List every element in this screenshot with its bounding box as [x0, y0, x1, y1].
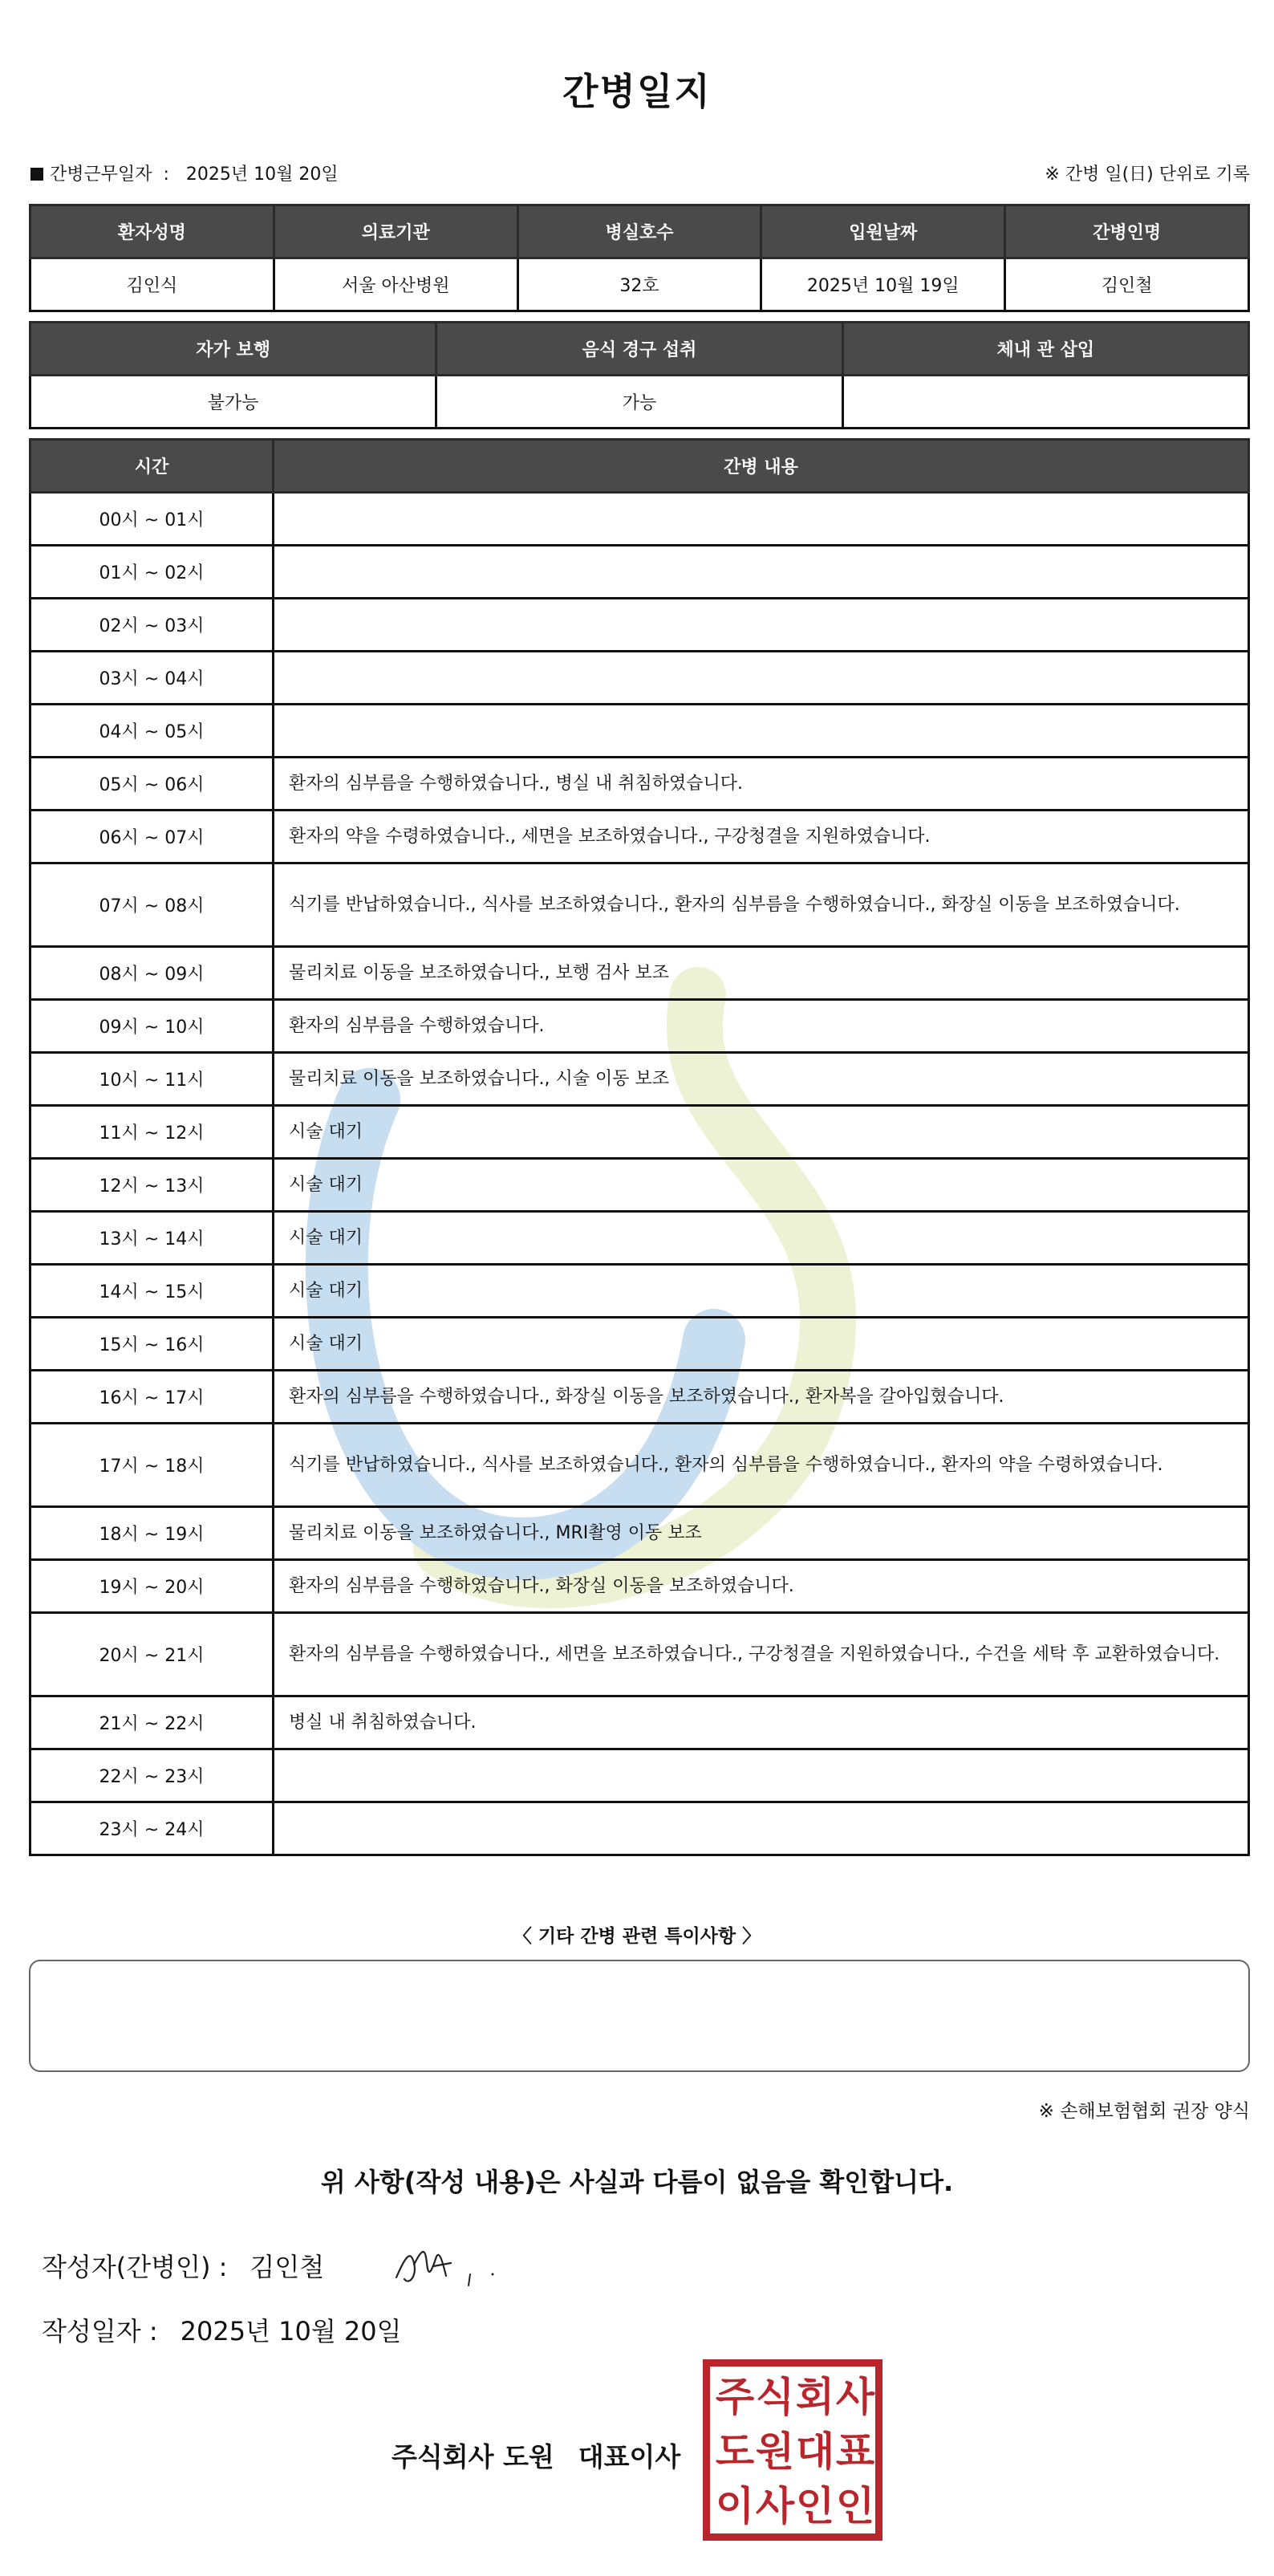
header-care-content: 간병 내용 [274, 440, 1249, 493]
schedule-row [30, 758, 1249, 811]
seal-characters [715, 2370, 875, 2533]
schedule-content: 물리치료 이동을 보조하였습니다., MRI촬영 이동 보조 [274, 1507, 1249, 1560]
header-caregiver-name: 간병인명 [1005, 205, 1249, 258]
schedule-content [274, 1802, 1249, 1855]
meta-row [30, 160, 1250, 188]
schedule-time: 02시 ~ 03시 [30, 599, 274, 652]
patient-name: 김인식 [30, 258, 274, 311]
seal-character: 원 [755, 2428, 795, 2475]
notes-title: 〈 기타 간병 관련 특이사항 〉 [513, 1926, 761, 1947]
schedule-time: 23시 ~ 24시 [30, 1802, 274, 1855]
schedule-row [30, 1696, 1249, 1749]
header-room: 병실호수 [517, 205, 761, 258]
hospital-name: 서울 아산병원 [274, 258, 517, 311]
schedule-content: 환자의 약을 수령하였습니다., 세면을 보조하였습니다., 구강청결을 지원하였습니다. [274, 811, 1249, 863]
status-header-row [30, 323, 1249, 376]
schedule-content: 식기를 반납하였습니다., 식사를 보조하였습니다., 환자의 심부름을 수행하였습니다., 환자의 약을 수령하였습니다. [274, 1424, 1249, 1507]
write-date-value: 2025년 10월 20일 [180, 2316, 402, 2346]
header-oral-intake: 음식 경구 섭취 [436, 323, 842, 376]
schedule-time: 07시 ~ 08시 [30, 863, 274, 947]
schedule-row [30, 1507, 1249, 1560]
writer-label: 작성자(간병인) : [42, 2252, 228, 2282]
seal-character: 사 [755, 2483, 795, 2529]
schedule-time: 19시 ~ 20시 [30, 1560, 274, 1613]
schedule-row [30, 1560, 1249, 1613]
schedule-row [30, 1802, 1249, 1855]
seal-character: 도 [715, 2428, 755, 2475]
schedule-content: 환자의 심부름을 수행하였습니다., 화장실 이동을 보조하였습니다. [274, 1560, 1249, 1613]
schedule-time: 15시 ~ 16시 [30, 1318, 274, 1371]
seal-character: 주 [715, 2374, 755, 2420]
header-patient-name: 환자성명 [30, 205, 274, 258]
patient-info-value-row [30, 258, 1249, 311]
schedule-time: 00시 ~ 01시 [30, 493, 274, 546]
ceo-title: 대표이사 [578, 2441, 681, 2472]
schedule-time: 06시 ~ 07시 [30, 811, 274, 863]
schedule-time: 20시 ~ 21시 [30, 1613, 274, 1696]
schedule-row [30, 1749, 1249, 1802]
schedule-time: 14시 ~ 15시 [30, 1265, 274, 1318]
header-time: 시간 [30, 440, 274, 493]
schedule-row [30, 493, 1249, 546]
document-title: 간병일지 [562, 70, 712, 113]
admission-date: 2025년 10월 19일 [761, 258, 1005, 311]
schedule-content: 시술 대기 [274, 1106, 1249, 1159]
schedule-content: 시술 대기 [274, 1159, 1249, 1212]
header-admission-date: 입원날짜 [761, 205, 1005, 258]
seal-character: 대 [795, 2428, 835, 2475]
header-self-walking: 자가 보행 [30, 323, 436, 376]
status-info-table [29, 321, 1250, 429]
schedule-time: 16시 ~ 17시 [30, 1371, 274, 1424]
status-value-row [30, 376, 1249, 429]
schedule-content: 물리치료 이동을 보조하였습니다., 보행 검사 보조 [274, 947, 1249, 1000]
caregiver-name: 김인철 [1005, 258, 1249, 311]
schedule-time: 18시 ~ 19시 [30, 1507, 274, 1560]
schedule-time: 17시 ~ 18시 [30, 1424, 274, 1507]
company-signature [392, 2436, 680, 2474]
schedule-time: 13시 ~ 14시 [30, 1212, 274, 1265]
schedule-content: 시술 대기 [274, 1212, 1249, 1265]
square-bullet-icon [30, 168, 43, 181]
schedule-row [30, 1265, 1249, 1318]
handwritten-signature [390, 2239, 510, 2295]
schedule-content: 환자의 심부름을 수행하였습니다., 병실 내 취침하였습니다. [274, 758, 1249, 811]
writer-line [42, 2247, 324, 2284]
schedule-content: 병실 내 취침하였습니다. [274, 1696, 1249, 1749]
schedule-row [30, 546, 1249, 599]
schedule-content: 시술 대기 [274, 1265, 1249, 1318]
write-date-line [42, 2311, 402, 2348]
patient-info-header-row [30, 205, 1249, 258]
schedule-content [274, 599, 1249, 652]
patient-info-table [29, 204, 1250, 312]
schedule-content: 시술 대기 [274, 1318, 1249, 1371]
schedule-row [30, 705, 1249, 758]
care-schedule-table [29, 438, 1250, 1856]
schedule-content: 물리치료 이동을 보조하였습니다., 시술 이동 보조 [274, 1053, 1249, 1106]
schedule-row [30, 947, 1249, 1000]
schedule-content [274, 546, 1249, 599]
schedule-row [30, 599, 1249, 652]
schedule-row [30, 1424, 1249, 1507]
schedule-row [30, 863, 1249, 947]
schedule-row [30, 1053, 1249, 1106]
schedule-row [30, 652, 1249, 705]
schedule-time: 22시 ~ 23시 [30, 1749, 274, 1802]
seal-character: 이 [715, 2483, 755, 2529]
schedule-body [30, 493, 1249, 1855]
schedule-time: 10시 ~ 11시 [30, 1053, 274, 1106]
schedule-time: 21시 ~ 22시 [30, 1696, 274, 1749]
notes-box [29, 1960, 1250, 2072]
seal-character: 회 [795, 2374, 835, 2420]
schedule-content [274, 1749, 1249, 1802]
schedule-time: 04시 ~ 05시 [30, 705, 274, 758]
oral-intake-value: 가능 [436, 376, 842, 429]
header-tube-insertion: 체내 관 삽입 [842, 323, 1248, 376]
work-date: 간병근무일자 : 2025년 10월 20일 [30, 160, 339, 185]
schedule-time: 09시 ~ 10시 [30, 1000, 274, 1053]
work-date-value: 2025년 10월 20일 [185, 165, 339, 185]
schedule-content: 환자의 심부름을 수행하였습니다., 화장실 이동을 보조하였습니다., 환자복을 갈아입혔습니다. [274, 1371, 1249, 1424]
seal-character: 인 [795, 2483, 835, 2529]
schedule-time: 11시 ~ 12시 [30, 1106, 274, 1159]
schedule-time: 01시 ~ 02시 [30, 546, 274, 599]
schedule-time: 03시 ~ 04시 [30, 652, 274, 705]
schedule-row [30, 1613, 1249, 1696]
header-hospital: 의료기관 [274, 205, 517, 258]
schedule-time: 05시 ~ 06시 [30, 758, 274, 811]
self-walking-value: 불가능 [30, 376, 436, 429]
schedule-content: 식기를 반납하였습니다., 식사를 보조하였습니다., 환자의 심부름을 수행하였습니다., 화장실 이동을 보조하였습니다. [274, 863, 1249, 947]
schedule-row [30, 1106, 1249, 1159]
tube-insertion-value [842, 376, 1248, 429]
schedule-time: 08시 ~ 09시 [30, 947, 274, 1000]
seal-character: 식 [755, 2374, 795, 2420]
seal-character: 표 [835, 2428, 875, 2475]
writer-name: 김인철 [250, 2252, 325, 2282]
write-date-label: 작성일자 : [42, 2316, 158, 2346]
seal-character: 사 [835, 2374, 875, 2420]
schedule-content [274, 705, 1249, 758]
schedule-row [30, 1371, 1249, 1424]
schedule-content: 환자의 심부름을 수행하였습니다. [274, 1000, 1249, 1053]
confirmation-statement: 위 사항(작성 내용)은 사실과 다름이 없음을 확인합니다. [320, 2167, 954, 2197]
schedule-row [30, 1318, 1249, 1371]
schedule-header-row [30, 440, 1249, 493]
company-name: 주식회사 도원 [392, 2441, 554, 2472]
schedule-row [30, 811, 1249, 863]
schedule-content [274, 493, 1249, 546]
seal-character: 인 [835, 2483, 875, 2529]
schedule-time: 12시 ~ 13시 [30, 1159, 274, 1212]
schedule-content: 환자의 심부름을 수행하였습니다., 세면을 보조하였습니다., 구강청결을 지원하였습니다., 수건을 세탁 후 교환하였습니다. [274, 1613, 1249, 1696]
work-date-label: 간병근무일자 [50, 165, 152, 185]
room-number: 32호 [517, 258, 761, 311]
schedule-row [30, 1212, 1249, 1265]
schedule-row [30, 1159, 1249, 1212]
form-note: ※ 손해보험협회 권장 양식 [1038, 2101, 1250, 2122]
schedule-content [274, 652, 1249, 705]
unit-note: ※ 간병 일(日) 단위로 기록 [1045, 165, 1250, 185]
company-seal-stamp [703, 2359, 882, 2541]
schedule-row [30, 1000, 1249, 1053]
